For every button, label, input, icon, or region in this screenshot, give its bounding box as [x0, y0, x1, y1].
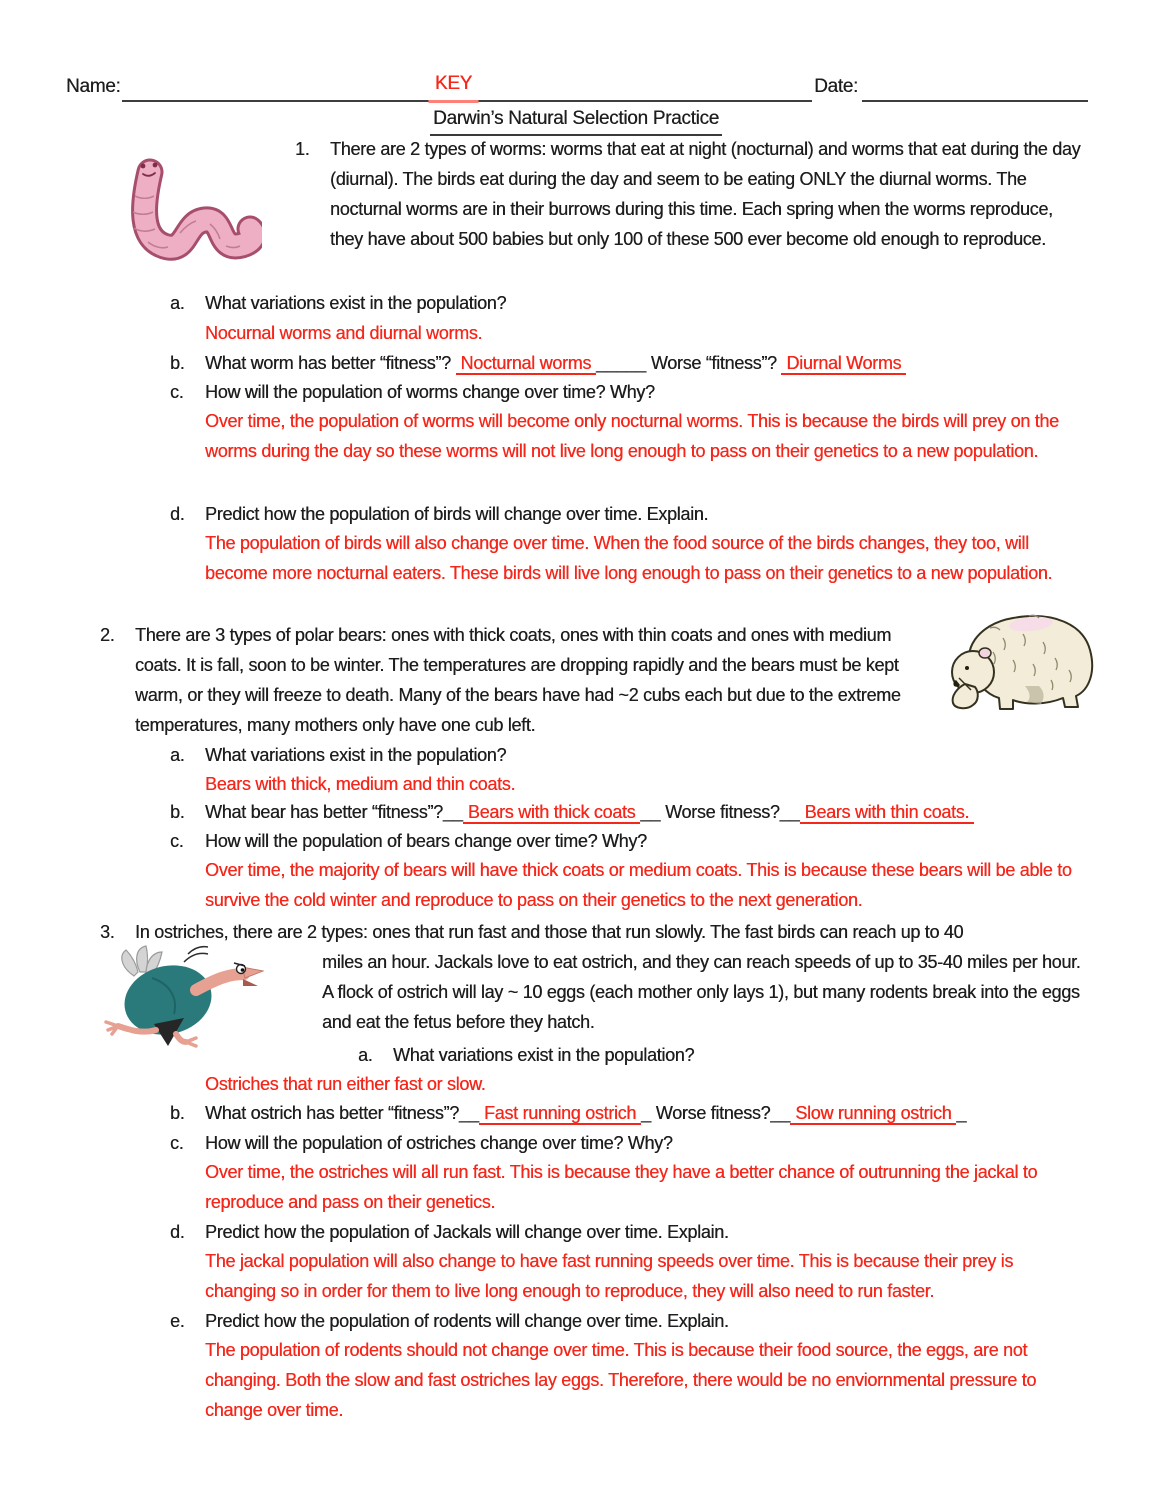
q3b-answer-better: Fast running ostrich	[479, 1103, 641, 1125]
q1c-answer: Over time, the population of worms will become only nocturnal worms. This is because the birds will prey on the worms during the day so these worms will not live long enough to pass on their genetics to a new population.	[205, 411, 1059, 461]
name-blank-line	[122, 74, 812, 102]
q3a-marker: a.	[358, 1045, 373, 1065]
q2b-question: What bear has better “fitness”?	[205, 802, 443, 822]
q3-prompt-line1: In ostriches, there are 2 types: ones that run fast and those that run slowly. The fast birds can reach up to 40	[135, 922, 964, 942]
q1b-blank-gap: _____	[596, 353, 647, 373]
q2b-gap1: __	[442, 802, 463, 822]
q3b-question: What ostrich has better “fitness”?	[205, 1103, 459, 1123]
q3d-answer: The jackal population will also change to have fast running speeds over time. This is because their prey is changing so in order for them to live long enough to reproduce, they will also need to run faster.	[205, 1251, 1014, 1301]
q3-prompt-rest: miles an hour. Jackals love to eat ostrich, and they can reach speeds of up to 35-40 miles per hour. A flock of ostrich will lay ~ 10 eggs (each mother only lays 1), but many rodents break into the eggs and eat the fetus before they hatch.	[322, 952, 1081, 1032]
q2b-question-row	[170, 797, 1130, 827]
q1d-question: Predict how the population of birds will change over time. Explain.	[205, 504, 709, 524]
q1b-answer-worse: Diurnal Worms	[781, 353, 906, 375]
q2b-answer-worse: Bears with thin coats.	[800, 802, 974, 824]
q1b-marker: b.	[170, 353, 185, 373]
q3b-marker: b.	[170, 1103, 185, 1123]
worm-icon	[112, 146, 262, 261]
q2-prompt: There are 3 types of polar bears: ones with thick coats, ones with thin coats and ones with medium coats. It is fall, soon to be winter. The temperatures are dropping rapidly and the bears must be kept warm, or they will freeze to death. Many of the bears have had ~2 cubs each but due to the extreme temperatures, many mothers only have one cub left.	[135, 625, 901, 735]
q1b-answer-better: Nocturnal worms	[456, 353, 597, 375]
q2b-gap3: __	[779, 802, 800, 822]
q1d-marker: d.	[170, 504, 185, 524]
q3d-question-row	[170, 1217, 1070, 1247]
q3b-gap1: __	[458, 1103, 479, 1123]
q1b-question-row	[170, 348, 1120, 378]
q2a-answer: Bears with thick, medium and thin coats.	[205, 774, 516, 794]
q2b-worse-label: Worse fitness?	[665, 802, 780, 822]
q3e-question-row	[170, 1306, 1070, 1336]
worm-illustration	[112, 146, 262, 261]
q3b-gap2: _	[641, 1103, 652, 1123]
q2c-answer: Over time, the majority of bears will have thick coats or medium coats. This is because these bears will be able to survive the cold winter and reproduce to pass on their genetics to the next generation.	[205, 860, 1072, 910]
q3b-worse-label: Worse fitness?	[655, 1103, 771, 1123]
q3a-question: What variations exist in the population?	[393, 1045, 695, 1065]
q1c-question-row	[170, 377, 1070, 407]
q2a-question: What variations exist in the population?	[205, 745, 507, 765]
q3b-gap4: _	[956, 1103, 967, 1123]
q3c-answer: Over time, the ostriches will all run fast. This is because they have a better chance of outrunning the jackal to reproduce and pass on their genetics.	[205, 1162, 1038, 1212]
q2a-marker: a.	[170, 745, 185, 765]
q3e-answer: The population of rodents should not change over time. This is because their food source, the eggs, are not changing. Both the slow and fast ostriches lay eggs. Therefore, there would be no enviornmental pressure to change over time.	[205, 1340, 1037, 1420]
q2b-marker: b.	[170, 802, 185, 822]
ostrich-illustration	[92, 938, 264, 1050]
header	[66, 72, 1088, 102]
q3a-answer: Ostriches that run either fast or slow.	[205, 1074, 486, 1094]
polar-bear-icon	[933, 608, 1098, 716]
q2b-answer-better: Bears with thick coats	[463, 802, 640, 824]
polar-bear-illustration	[933, 608, 1098, 716]
q1c-question: How will the population of worms change over time? Why?	[205, 382, 655, 402]
q2c-question-row	[170, 826, 1070, 856]
date-blank-line	[862, 74, 1088, 102]
q3d-question: Predict how the population of Jackals will change over time. Explain.	[205, 1222, 729, 1242]
q1c-marker: c.	[170, 382, 184, 402]
q3b-answer-worse: Slow running ostrich	[790, 1103, 956, 1125]
title-wrap	[0, 103, 1152, 136]
q1a-marker: a.	[170, 293, 185, 313]
q2c-question: How will the population of bears change over time? Why?	[205, 831, 647, 851]
answer-key-text: KEY	[429, 69, 478, 103]
q3b-question-row	[170, 1098, 1130, 1128]
q1a-question: What variations exist in the population?	[205, 293, 507, 313]
q3b-gap3: __	[770, 1103, 791, 1123]
q2b-line	[205, 797, 974, 827]
q1b-line	[205, 348, 906, 378]
q1-number: 1.	[295, 139, 310, 159]
ostrich-icon	[92, 938, 264, 1050]
q3e-marker: e.	[170, 1311, 185, 1331]
q3b-line	[205, 1098, 966, 1128]
page-title: Darwin’s Natural Selection Practice	[430, 104, 722, 136]
q3e-question: Predict how the population of rodents will change over time. Explain.	[205, 1311, 729, 1331]
q2-number: 2.	[100, 625, 115, 645]
q1d-question-row	[170, 499, 1070, 529]
q2b-gap2: __	[640, 802, 661, 822]
q3-number: 3.	[100, 922, 115, 942]
q3d-marker: d.	[170, 1222, 185, 1242]
q1d-answer: The population of birds will also change over time. When the food source of the birds changes, they too, will become more nocturnal eaters. These birds will live long enough to pass on their genetics to a new population.	[205, 533, 1053, 583]
q3c-marker: c.	[170, 1133, 184, 1153]
q1a-answer: Nocurnal worms and diurnal worms.	[205, 323, 483, 343]
q2c-marker: c.	[170, 831, 184, 851]
q2a-question-row	[170, 740, 1070, 770]
q3c-question: How will the population of ostriches change over time? Why?	[205, 1133, 673, 1153]
q1b-question: What worm has better “fitness”?	[205, 353, 451, 373]
q1b-worse-label: Worse “fitness”?	[650, 353, 777, 373]
q3c-question-row	[170, 1128, 1070, 1158]
q1-prompt: There are 2 types of worms: worms that eat at night (nocturnal) and worms that eat during the day (diurnal). The birds eat during the day and seem to be eating ONLY the diurnal worms. The nocturnal worms are in their burrows during this time. Each spring when the worms reproduce, they have about 500 babies but only 100 of these 500 ever become old enough to reproduce.	[330, 139, 1081, 249]
q3a-question-row	[358, 1040, 1058, 1070]
date-label: Date:	[814, 76, 858, 97]
q1a-question-row	[170, 288, 1070, 318]
name-label: Name:	[66, 76, 121, 97]
